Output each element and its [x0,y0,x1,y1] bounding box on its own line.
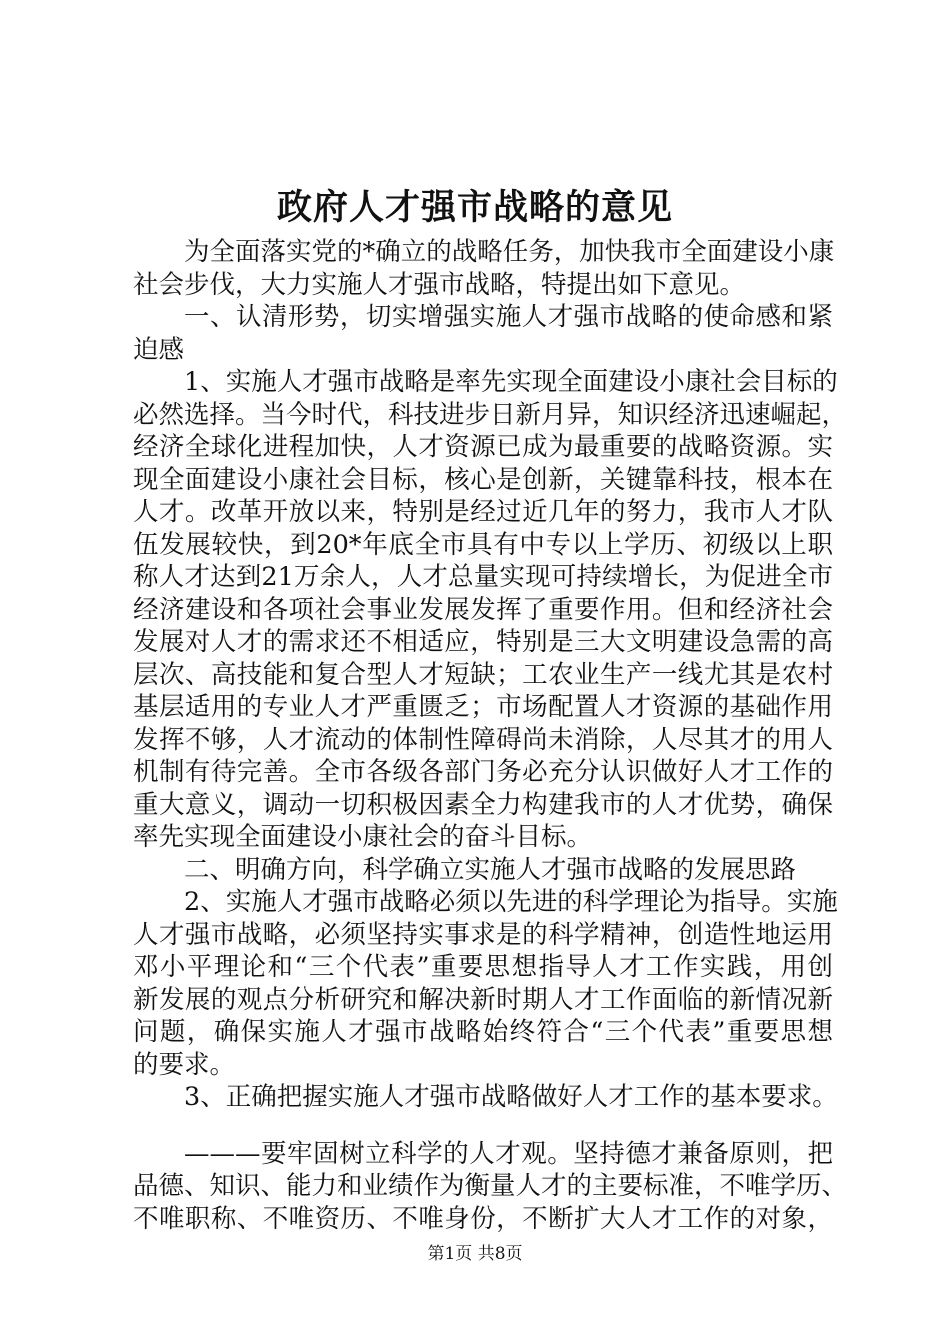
text-line: 为全面落实党的*确立的战略任务，加快我市全面建设小康 [184,237,835,267]
text-line: 品德、知识、能力和业绩作为衡量人才的主要标准，不唯学历、 [133,1171,848,1201]
document-title: 政府人才强市战略的意见 [276,187,673,228]
text-line: 称人才达到21万余人，人才总量实现可持续增长，为促进全市 [133,562,833,592]
text-line: 基层适用的专业人才严重匮乏；市场配置人才资源的基础作用 [133,692,833,722]
section-heading: 一、认清形势，切实增强实施人才强市战略的使命感和紧 [184,302,833,332]
text-line: 必然选择。当今时代，科技进步日新月异，知识经济迅速崛起， [133,399,848,430]
section-heading: 二、明确方向，科学确立实施人才强市战略的发展思路 [184,854,797,885]
text-line: 社会步伐，大力实施人才强市战略，特提出如下意见。 [133,269,746,300]
text-line: ———要牢固树立科学的人才观。坚持德才兼备原则，把 [184,1138,833,1169]
text-line: 经济建设和各项社会事业发展发挥了重要作用。但和经济社会 [133,594,833,625]
text-line: 率先实现全面建设小康社会的奋斗目标。 [133,822,593,852]
text-line: 经济全球化进程加快，人才资源已成为最重要的战略资源。实 [133,432,833,462]
text-line: 人才强市战略，必须坚持实事求是的科学精神，创造性地运用 [133,919,833,950]
page-number: 第1页 共8页 [427,1244,523,1264]
text-line: 问题，确保实施人才强市战略始终符合“三个代表”重要思想 [133,1017,833,1047]
document-body [133,236,848,1235]
text-line: 人才。改革开放以来，特别是经过近几年的努力，我市人才队 [133,497,833,527]
text-line: 2、实施人才强市战略必须以先进的科学理论为指导。实施 [184,887,838,917]
text-line: 1、实施人才强市战略是率先实现全面建设小康社会目标的 [184,367,838,397]
text-line: 机制有待完善。全市各级各部门务必充分认识做好人才工作的 [133,757,833,787]
text-line: 的要求。 [133,1049,236,1080]
text-line: 重大意义，调动一切积极因素全力构建我市的人才优势，确保 [133,789,833,820]
text-line: 发挥不够，人才流动的体制性障碍尚未消除，人尽其才的用人 [133,724,833,755]
section-heading: 迫感 [133,334,185,365]
text-line: 3、正确把握实施人才强市战略做好人才工作的基本要求。 [184,1082,838,1112]
text-line: 不唯职称、不唯资历、不唯身份，不断扩大人才工作的对象， [133,1203,833,1234]
text-line: 邓小平理论和“三个代表”重要思想指导人才工作实践，用创 [133,952,833,982]
text-line: 层次、高技能和复合型人才短缺；工农业生产一线尤其是农村 [133,659,833,690]
text-line: 新发展的观点分析研究和解决新时期人才工作面临的新情况新 [133,984,833,1015]
text-line: 发展对人才的需求还不相适应，特别是三大文明建设急需的高 [133,627,833,657]
text-line: 伍发展较快，到20*年底全市具有中专以上学历、初级以上职 [133,529,833,560]
text-line: 现全面建设小康社会目标，核心是创新，关键靠科技，根本在 [133,464,833,495]
paragraph-gap [133,1114,833,1138]
